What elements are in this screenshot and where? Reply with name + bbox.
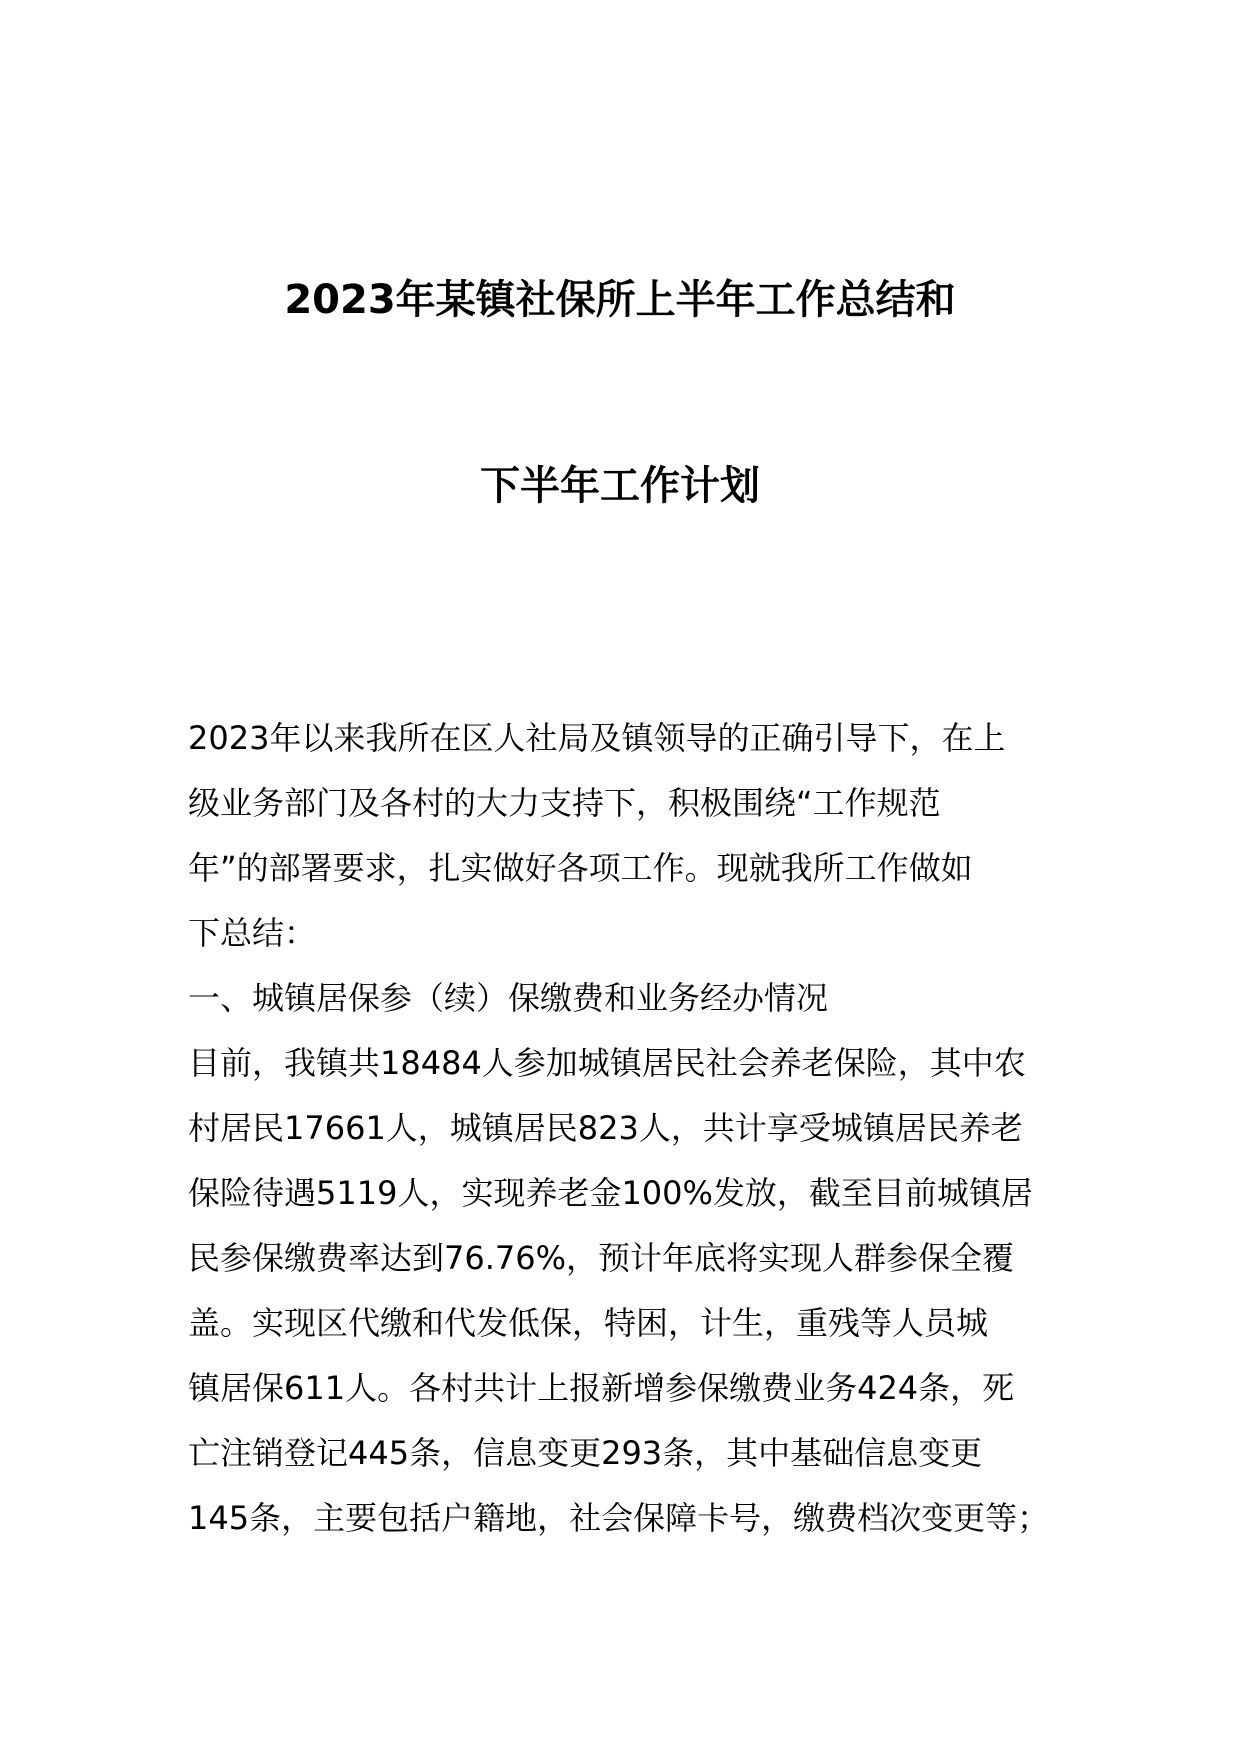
body-line: 保险待遇5119人，实现养老金100%发放，截至目前城镇居 [188,1174,1033,1212]
document-title-line-2: 下半年工作计划 [480,463,760,509]
body-line: 亡注销登记445条，信息变更293条，其中基础信息变更 [188,1434,983,1472]
body-line: 2023年以来我所在区人社局及镇领导的正确引导下，在上 [188,719,1006,757]
section-heading: 一、城镇居保参（续）保缴费和业务经办情况 [188,979,829,1017]
body-line: 盖。实现区代缴和代发低保，特困，计生，重残等人员城 [188,1304,989,1342]
body-line: 下总结： [188,914,317,952]
body-line: 145条，主要包括户籍地，社会保障卡号，缴费档次变更等； [188,1499,1050,1537]
body-line: 镇居保611人。各村共计上报新增参保缴费业务424条，死 [188,1369,1015,1407]
body-line: 年”的部署要求，扎实做好各项工作。现就我所工作做如 [188,849,973,887]
document-body [188,706,1068,1551]
document-title-line-1: 2023年某镇社保所上半年工作总结和 [284,277,956,323]
body-line: 村居民17661人，城镇居民823人，共计享受城镇居民养老 [188,1109,1023,1147]
body-line: 民参保缴费率达到76.76%，预计年底将实现人群参保全覆 [188,1239,1015,1277]
body-line: 级业务部门及各村的大力支持下，积极围绕“工作规范 [188,784,941,822]
body-line: 目前，我镇共18484人参加城镇居民社会养老保险，其中农 [188,1044,1026,1082]
